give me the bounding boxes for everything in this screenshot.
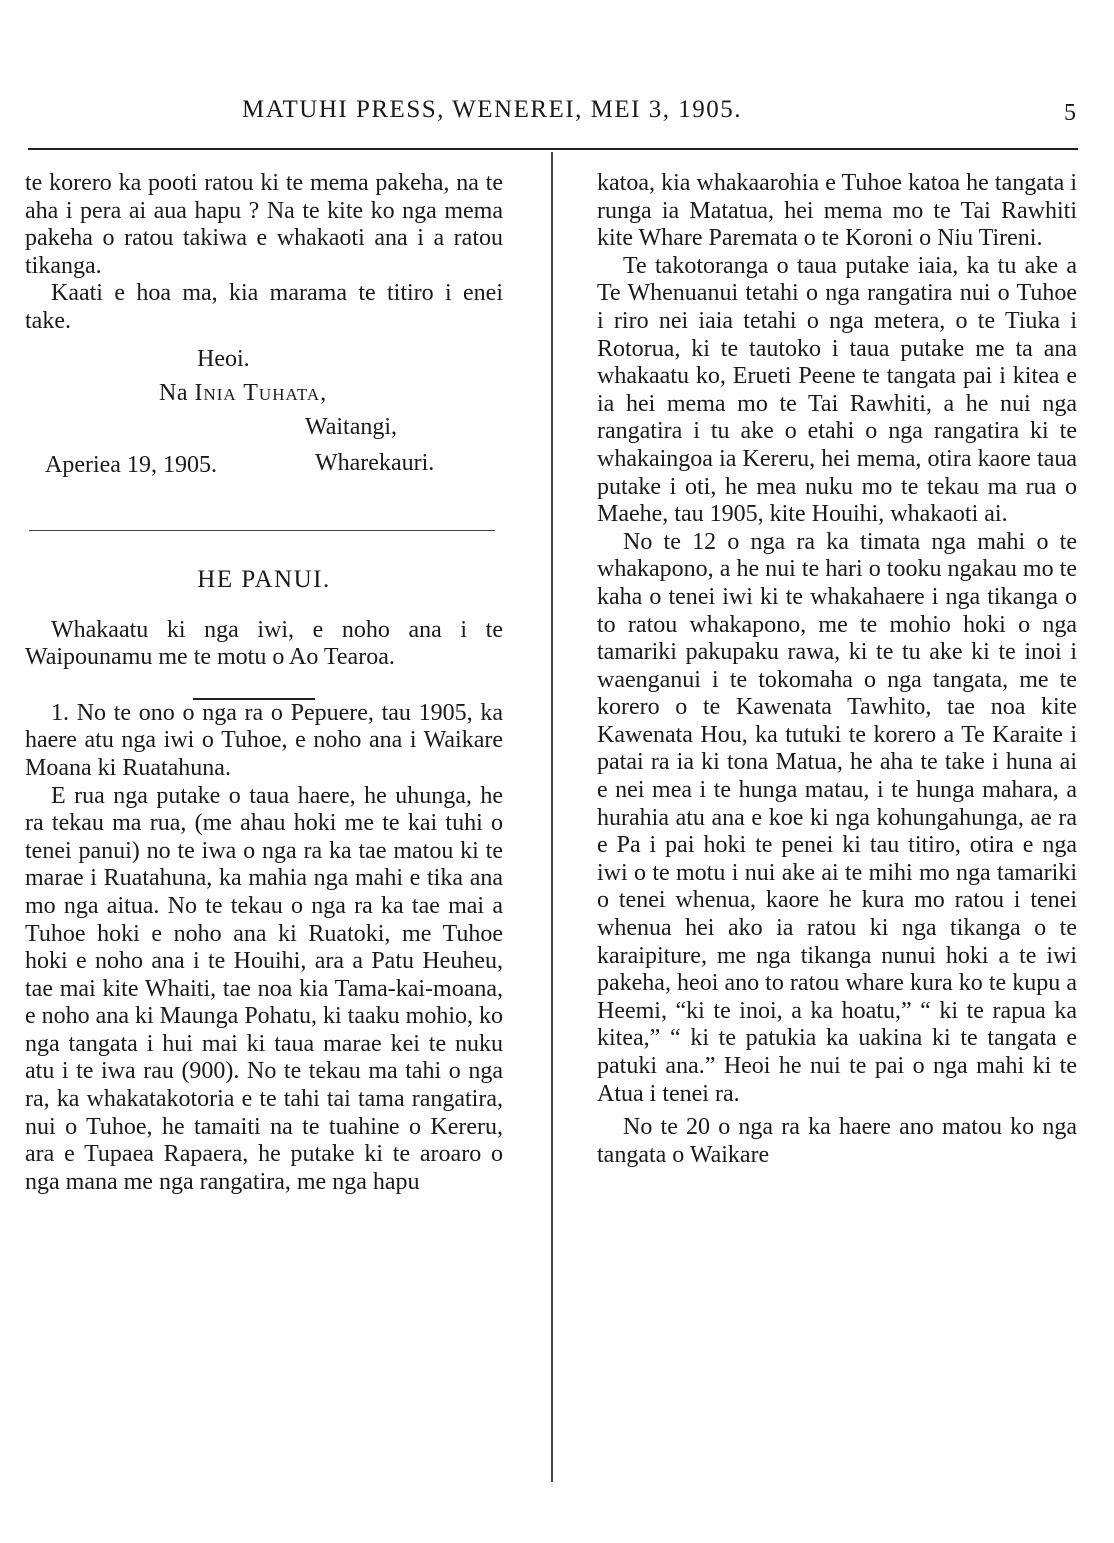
signature-prefix: Na (159, 379, 188, 406)
paragraph: te korero ka pooti ratou ki te mema pakeha, na te aha i pera ai aua hapu ? Na te kite ko nga mema pakeha o ratou takiwa e whakaoti ana i a ratou tikanga. (25, 170, 503, 279)
paragraph: katoa, kia whakaarohia e Tuhoe katoa he tangata i runga ia Matatua, hei mema mo te Tai Rawhiti kite Whare Paremata o te Koroni o Niu Tireni. (597, 170, 1077, 252)
letter-date: Aperiea 19, 1905. (45, 451, 217, 478)
paragraph: No te 20 o nga ra ka haere ano matou ko nga tangata o Waikare (597, 1114, 1077, 1168)
header-rule (28, 148, 1078, 150)
left-column (25, 170, 503, 1196)
paragraph: Te takotoranga o taua putake iaia, ka tu ake a Te Whenuanui tetahi o nga rangatira nui o Tuhoe i riro nei iaia tetahi o nga metera, o te Tiuka i Rotorua, ki te tautoko i taua putake me ta ana whakaatu ko, Erueti Peene te tangata pai i kitea e ia hei mema mo te Tai Rawhiti, a he nui nga rangatira i tu ake o etahi o nga rangatira ki te whakaingoa ia Kereru, hei mema, otira kaore taua putake i oti, he mea nuku mo te tekau ma rua o Maehe, tau 1905, kite Houihi, whakaoti ai. (597, 252, 1077, 528)
paragraph: No te 12 o nga ra ka timata nga mahi o te whakapono, a he nui te hari o tooku ngakau mo te kaha o tenei iwi ki te whakahaere i nga tikanga o to ratou whakapono, me te mohio hoki o nga tamariki pakupaku rawa, ki te tu ake ki te inoi i waenganui i te tokomaha o nga tangata, me te korero o te Kawenata Tawhito, tae noa kite Kawenata Hou, ka tutuki te korero a Te Karaite i patai ra ia ki tona Matua, he aha te take i huna ai e nei mea i te hunga matau, i te hunga mahara, a hurahia atu ana e koe ki nga kohungahunga, ae ra e Pa i pai hoki te penei ki tau titiro, otira e nga iwi o te motu i nui ake ai te mihi mo nga tamariki o tenei whenua, kaore he kura mo ratou i tenei whenua hei ako ia ratou ki nga tikanga o te karaipiture, me nga tikanga nunui hoki a te iwi pakeha, heoi ano to ratou whare kura ko te kupu a Heemi, “ki te inoi, a ka hoatu,” “ ki te rapua ka kitea,” “ ki te patukia ka uakina ki te tangata e patuki ana.” Heoi he nui te pai o nga mahi ki te Atua i tenei ra. (597, 528, 1077, 1107)
closing-word: Heoi. (197, 345, 250, 372)
section-separator (29, 530, 495, 531)
paragraph: Kaati e hoa ma, kia marama te titiro i enei take. (25, 280, 503, 334)
paragraph: E rua nga putake o taua haere, he uhunga, he ra tekau ma rua, (me ahau hoki me te kai tuhi o tenei panui) no te iwa o nga ra ka tae matou ki te marae i Ruatahuna, ka mahia nga mahi e tika ana mo nga aitua. No te tekau o nga ra ka tae mai a Tuhoe hoki e noho ana ki Ruatoki, me Tuhoe hoki e noho ana i te Houihi, ara a Patu Heuheu, tae mai kite Whaiti, tae noa kia Tama-kai-moana, e noho ana ki Maunga Pohatu, ki taaku mohio, ko nga tangata i hui mai ki taua marae kei te nuku atu i te iwa rau (900). No te tekau ma tahi o nga ra, ka whakatakotoria e te tahi tai tama rangatira, nui o Tuhoe, he tamaiti na te tuahine o Kereru, ara e Tupaea Rapaera, he putake ki te aroaro o nga mana me nga rangatira, me nga hapu (25, 782, 503, 1195)
signature-place: Wharekauri. (315, 449, 435, 476)
signature-name: Inia Tuhata, (194, 379, 328, 406)
page-number: 5 (1064, 100, 1076, 126)
page-header (30, 96, 1084, 136)
running-title: MATUHI PRESS, WENEREI, MEI 3, 1905. (242, 96, 742, 123)
notice-intro: Whakaatu ki nga iwi, e noho ana i te Waipounamu me te motu o Ao Tearoa. (25, 616, 503, 671)
column-divider (551, 152, 553, 1482)
right-column (597, 170, 1077, 1169)
signature-place: Waitangi, (305, 413, 398, 440)
paragraph: 1. No te ono o nga ra o Pepuere, tau 1905, ka haere atu nga iwi o Tuhoe, e noho ana i Waikare Moana ki Ruatahuna. (25, 699, 503, 781)
signature (25, 376, 503, 410)
notice-title: HE PANUI. (197, 565, 331, 593)
